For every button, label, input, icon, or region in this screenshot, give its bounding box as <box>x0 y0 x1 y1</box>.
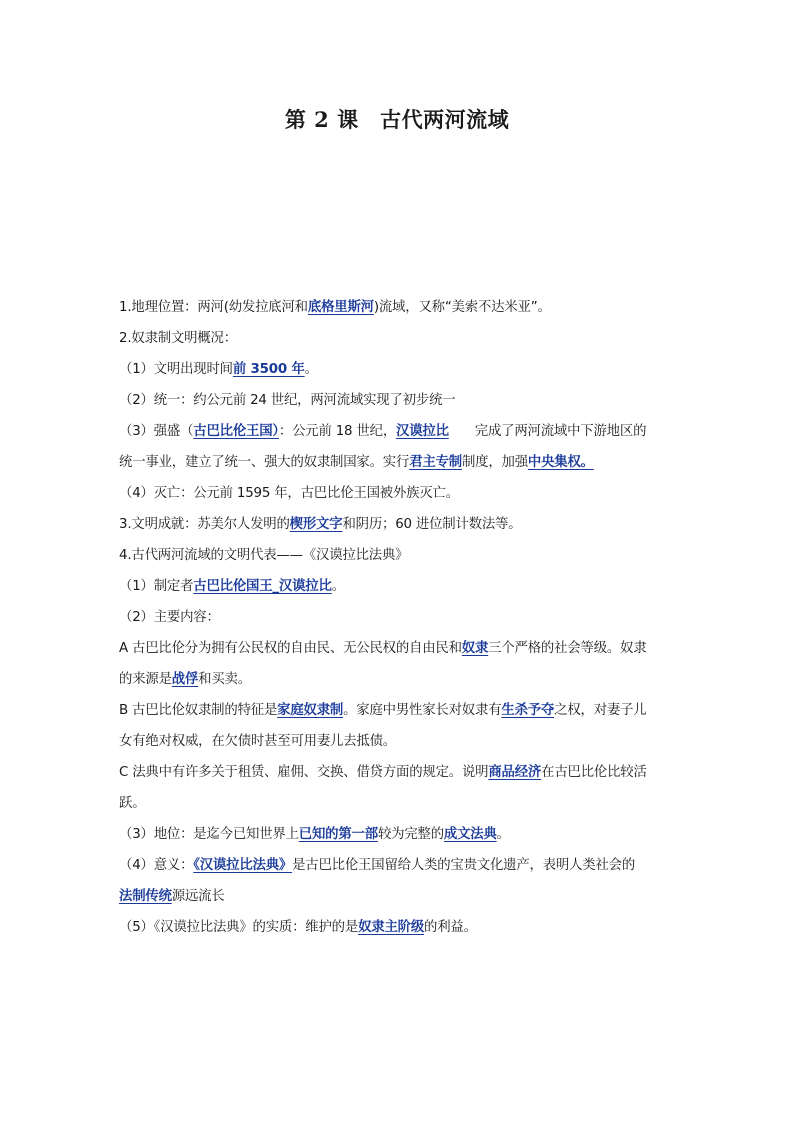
paragraph-achievements <box>119 509 679 540</box>
paragraph-significance <box>119 850 679 881</box>
text: 统一事业，建立了统一、强大的奴隶制国家。实行 <box>119 455 410 470</box>
text: 完成了两河流域中下游地区的 <box>474 424 647 439</box>
key-term: 《汉谟拉比法典》 <box>193 858 293 873</box>
text: 。 <box>331 579 345 594</box>
paragraph-unification: （2）统一：约公元前 24 世纪，两河流域实现了初步统一 <box>119 393 456 408</box>
key-term: 汉谟拉比 <box>396 424 449 439</box>
key-term: 底格里斯河 <box>307 300 374 315</box>
key-term: 君主专制 <box>409 455 462 470</box>
text: B 古巴比伦奴隶制的特征是 <box>119 703 278 718</box>
key-term: 前 3500 年 <box>232 362 305 377</box>
text: 之权，对妻子儿 <box>554 703 647 718</box>
key-term: 成文法典 <box>443 827 497 842</box>
text: 三个严格的社会等级。奴隶 <box>488 641 647 656</box>
page-title: 第 2 课 古代两河流域 <box>284 107 510 132</box>
text: 。家庭中男性家长对奴隶有 <box>343 703 502 718</box>
key-term: 战俘 <box>171 672 199 687</box>
document-body <box>119 292 679 943</box>
key-term: 古巴比伦王国） <box>193 424 279 439</box>
paragraph-status <box>119 819 679 850</box>
paragraph-c <box>119 757 679 788</box>
text: A 古巴比伦分为拥有公民权的自由民、无公民权的自由民和 <box>119 641 462 656</box>
text: （4）意义： <box>119 858 194 873</box>
paragraph-fall: （4）灭亡：公元前 1595 年，古巴比伦王国被外族灭亡。 <box>119 486 459 501</box>
paragraph-geography <box>119 292 679 323</box>
text: （1）制定者 <box>119 579 194 594</box>
paragraph-origin <box>119 354 679 385</box>
text: 和阴历；60 进位制计数法等。 <box>342 517 522 532</box>
text: 和买卖。 <box>198 672 251 687</box>
text: 在古巴比伦比较活 <box>541 765 647 780</box>
text: 3.文明成就：苏美尔人发明的 <box>119 517 290 532</box>
section-heading-code: 4.古代两河流域的文明代表——《汉谟拉比法典》 <box>119 548 409 563</box>
paragraph-b-cont: 女有绝对权威，在欠债时甚至可用妻儿去抵债。 <box>119 734 397 749</box>
key-term: 楔形文字 <box>289 517 343 532</box>
text: 1.地理位置：两河(幼发拉底河和 <box>119 300 308 315</box>
text: 制度，加强 <box>461 455 528 470</box>
text: 的来源是 <box>119 672 172 687</box>
text: 是古巴比伦王国留给人类的宝贵文化遗产，表明人类社会的 <box>292 858 636 873</box>
paragraph-essence <box>119 912 679 943</box>
paragraph-b <box>119 695 679 726</box>
text: )流域，又称“美索不达米亚”。 <box>373 300 551 315</box>
paragraph-prosperity-cont <box>119 447 679 478</box>
key-term: 古巴比伦国王_汉谟拉比 <box>193 579 332 594</box>
key-term: 法制传统 <box>119 889 172 904</box>
key-term: 商品经济 <box>488 765 542 780</box>
text: （1）文明出现时间 <box>119 362 233 377</box>
text: （5）《汉谟拉比法典》的实质：维护的是 <box>119 920 359 935</box>
paragraph-maker <box>119 571 679 602</box>
text: C 法典中有许多关于租赁、雇佣、交换、借贷方面的规定。说明 <box>119 765 489 780</box>
key-term: 奴隶主阶级 <box>358 920 425 935</box>
key-term: 家庭奴隶制 <box>277 703 344 718</box>
key-term: 生杀予夺 <box>501 703 555 718</box>
text: 。 <box>304 362 318 377</box>
key-term: 中央集权。 <box>527 455 594 470</box>
paragraph-a-cont <box>119 664 679 695</box>
text: （3）强盛（ <box>119 424 194 439</box>
section-heading: 2.奴隶制文明概况： <box>119 331 237 346</box>
text: ：公元前 18 世纪， <box>278 424 397 439</box>
paragraph-significance-cont <box>119 881 679 912</box>
text: （3）地位：是迄今已知世界上 <box>119 827 299 842</box>
paragraph-prosperity <box>119 416 679 447</box>
paragraph-a <box>119 633 679 664</box>
text: 源远流长 <box>171 889 225 904</box>
text: 较为完整的 <box>377 827 444 842</box>
text: 。 <box>496 827 510 842</box>
paragraph-c-cont: 跃。 <box>119 796 146 811</box>
key-term: 已知的第一部 <box>298 827 378 842</box>
text: 的利益。 <box>424 920 477 935</box>
key-term: 奴隶 <box>461 641 489 656</box>
subheading-content: （2）主要内容： <box>119 610 220 625</box>
